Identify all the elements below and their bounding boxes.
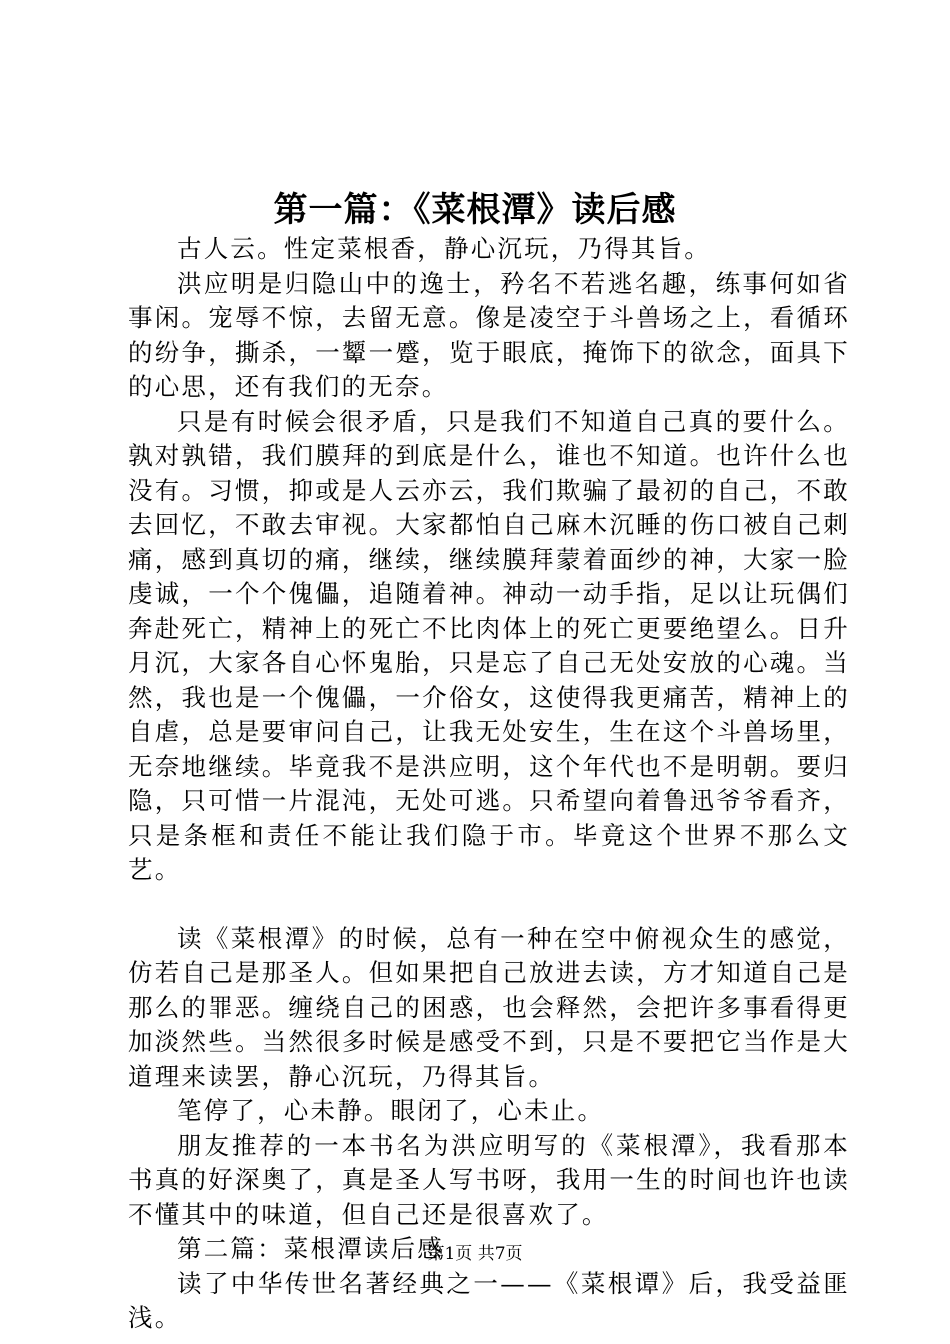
paragraph-6: 朋友推荐的一本书名为洪应明写的《菜根潭》，我看那本书真的好深奥了，真是圣人写书呀，我用一生的时间也许也读不懂其中的味道，但自己还是很喜欢了。 — [128, 1130, 850, 1229]
paragraph-2: 洪应明是归隐山中的逸士，矜名不若逃名趣，练事何如省事闲。宠辱不惊，去留无意。像是凌空于斗兽场之上，看循环的纷争，撕杀，一颦一蹙，览于眼底，掩饰下的欲念，面具下的心思，还有我们的无奈。 — [128, 268, 850, 401]
paragraph-4: 读《菜根潭》的时候，总有一种在空中俯视众生的感觉，仿若自己是那圣人。但如果把自己放进去读，方才知道自己是那么的罪恶。缠绕自己的困惑，也会释然，会把许多事看得更加淡然些。当然很多时候是感受不到，只是不要把它当作是大道理来读罢，静心沉玩，乃得其旨。 — [128, 923, 850, 1091]
page-footer: 第1页 共7页 — [427, 1244, 523, 1264]
paragraph-7: 读了中华传世名著经典之一——《菜根谭》后，我受益匪浅。 — [128, 1268, 850, 1332]
paragraph-5: 笔停了，心未静。眼闭了，心未止。 — [177, 1096, 605, 1125]
paragraph-1: 古人云。性定菜根香，静心沉玩，乃得其旨。 — [177, 234, 711, 263]
document-body — [128, 232, 850, 1336]
document-title: 第一篇：《菜根潭》读后感 — [273, 190, 677, 230]
section-heading-2: 第二篇：菜根潭读后感 — [177, 1234, 444, 1263]
paragraph-3: 只是有时候会很矛盾，只是我们不知道自己真的要什么。孰对孰错，我们膜拜的到底是什么，谁也不知道。也许什么也没有。习惯，抑或是人云亦云，我们欺骗了最初的自己，不敢去回忆，不敢去审视。大家都怕自己麻木沉睡的伤口被自己刺痛，感到真切的痛，继续，继续膜拜蒙着面纱的神，大家一脸虔诚，一个个傀儡，追随着神。神动一动手指，足以让玩偶们奔赴死亡，精神上的死亡不比肉体上的死亡更要绝望么。日升月沉，大家各自心怀鬼胎，只是忘了自己无处安放的心魂。当然，我也是一个傀儡，一介俗女，这使得我更痛苦，精神上的自虐，总是要审问自己，让我无处安生，生在这个斗兽场里，无奈地继续。毕竟我不是洪应明，这个年代也不是明朝。要归隐，只可惜一片混沌，无处可逃。只希望向着鲁迅爷爷看齐，只是条框和责任不能让我们隐于市。毕竟这个世界不那么文艺。 — [128, 406, 850, 884]
